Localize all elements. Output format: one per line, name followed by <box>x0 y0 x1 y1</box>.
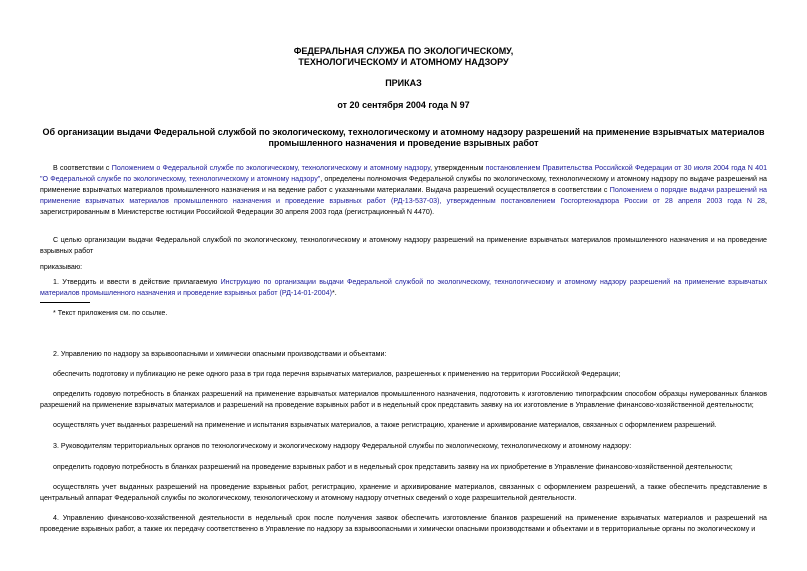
paragraph-item-3-a: определить годовую потребность в бланках разрешений на проведение взрывных работ и в недельный срок представить заявку на их приобретение в Управление финансово-хозяйственной деятельности; <box>53 463 733 471</box>
paragraph-item-2-b: определить годовую потребность в бланках разрешений на применение взрывчатых материалов промышленного назначения, подготовить к изготовлению типографским способом образцы нумерованных бланков разрешений на применение взрывчатых материалов и разрешений на проведение взрывных работ и в недельный срок представить заявку на их изготовление в Управление финансово-хозяйственной деятельности; <box>40 390 767 409</box>
footnote: * Текст приложения см. по ссылке. <box>53 309 168 317</box>
link-government-resolution[interactable]: постановлением Правительства Российской Федерации от 30 июля 2004 года N 401 "О Федеральной службе по экологическому, технологическому и атомному надзору" <box>40 164 768 183</box>
doc-date: от 20 сентября 2004 года N 97 <box>337 100 470 110</box>
paragraph-item-3-b: осуществлять учет выданных разрешений на проведение взрывных работ, регистрацию, хранение и архивирование материалов, связанных с оформлением разрешений, а также обеспечить представление в центральный аппарат Федеральной службы по экологическому, технологическому и атомному надзору отчетных сведений о ходе разрешительной деятельности. <box>40 483 767 502</box>
agency-name <box>0 46 807 68</box>
paragraph-item-2-a: обеспечить подготовку и публикацию не реже одного раза в три года перечня взрывчатых материалов, разрешенных к применению на территории Российской Федерации; <box>53 370 621 378</box>
doc-title <box>20 127 787 149</box>
paragraph-item-2-c: осуществлять учет выданных разрешений на применение и испытания взрывчатых материалов, а также регистрацию, хранение и архивирование материалов, связанных с оформлением разрешений. <box>53 421 717 429</box>
title-line-2: промышленного назначения и проведение взрывных работ <box>268 138 539 148</box>
link-instruction[interactable]: Инструкцию по организации выдачи Федеральной службой по экологическому, технологическому и атомному надзору разрешений на применение взрывчатых материалов промышленного назначения и проведение взрывных работ (РД-14-01-2004) <box>40 278 767 297</box>
title-line-1: Об организации выдачи Федеральной службой по экологическому, технологическому и атомному надзору разрешений на применение взрывчатых материалов <box>42 127 765 137</box>
paragraph-item-4: 4. Управлению финансово-хозяйственной деятельности в недельный срок после получения заявок обеспечить изготовление бланков разрешений на применение взрывчатых материалов и разрешений на проведение взрывных работ, а также их передачу соответственно в Управление по надзору за взрывоопасными и химически опасными производствами и объектами и в территориальные органы по экологическому и <box>40 514 767 533</box>
paragraph-purpose: С целью организации выдачи Федеральной службой по экологическому, технологическому и атомному надзору разрешений на применение взрывчатых материалов промышленного назначения и на проведение взрывных работ <box>40 236 767 255</box>
paragraph-item-3: 3. Руководителям территориальных органов по технологическому и экологическому надзору Федеральной службы по экологическому, технологическому и атомному надзору: <box>53 442 632 450</box>
link-gosgortekhnadzor-resolution[interactable]: Положением о порядке выдачи разрешений на применение взрывчатых материалов промышленного назначения и проведение взрывных работ (РД-13-537-03), утвержденным постановлением Госгортехнадзора России от 28 апреля 2003 года N 28 <box>40 186 767 205</box>
paragraph-preamble: В соответствии с Положением о Федеральной службе по экологическому, технологическому и атомному надзору, утвержденным постановлением Правительства Российской Федерации от 30 июля 2004 года N 401 "О Федеральной службе по экологическому, технологическому и атомному надзору", определены полномочия Федеральной службы по экологическому, технологическому и атомному надзору по выдаче разрешений на применение взрывчатых материалов промышленного назначения и на ведение работ с указанными материалами. Выдача разрешений осуществляется в соответствии с Положением о порядке выдачи разрешений на применение взрывчатых материалов промышленного назначения и проведение взрывных работ (РД-13-537-03), утвержденным постановлением Госгортехнадзора России от 28 апреля 2003 года N 28, зарегистрированным в Министерстве юстиции Российской Федерации 30 апреля 2003 года (регистрационный N 4470). <box>40 164 768 216</box>
agency-line-2: ТЕХНОЛОГИЧЕСКОМУ И АТОМНОМУ НАДЗОРУ <box>298 57 509 67</box>
link-regulation[interactable]: Положением о Федеральной службе по экологическому, технологическому и атомному надзору <box>111 164 431 172</box>
paragraph-item-2: 2. Управлению по надзору за взрывоопасными и химически опасными производствами и объектами: <box>53 350 387 358</box>
agency-line-1: ФЕДЕРАЛЬНАЯ СЛУЖБА ПО ЭКОЛОГИЧЕСКОМУ, <box>293 46 514 56</box>
order-word: приказываю: <box>40 263 83 271</box>
doc-type: ПРИКАЗ <box>385 78 422 88</box>
paragraph-item-1: 1. Утвердить и ввести в действие прилагаемую Инструкцию по организации выдачи Федеральной службой по экологическому, технологическому и атомному надзору разрешений на применение взрывчатых материалов промышленного назначения и проведение взрывных работ (РД-14-01-2004)*. <box>40 278 767 297</box>
footnote-divider <box>40 302 90 303</box>
